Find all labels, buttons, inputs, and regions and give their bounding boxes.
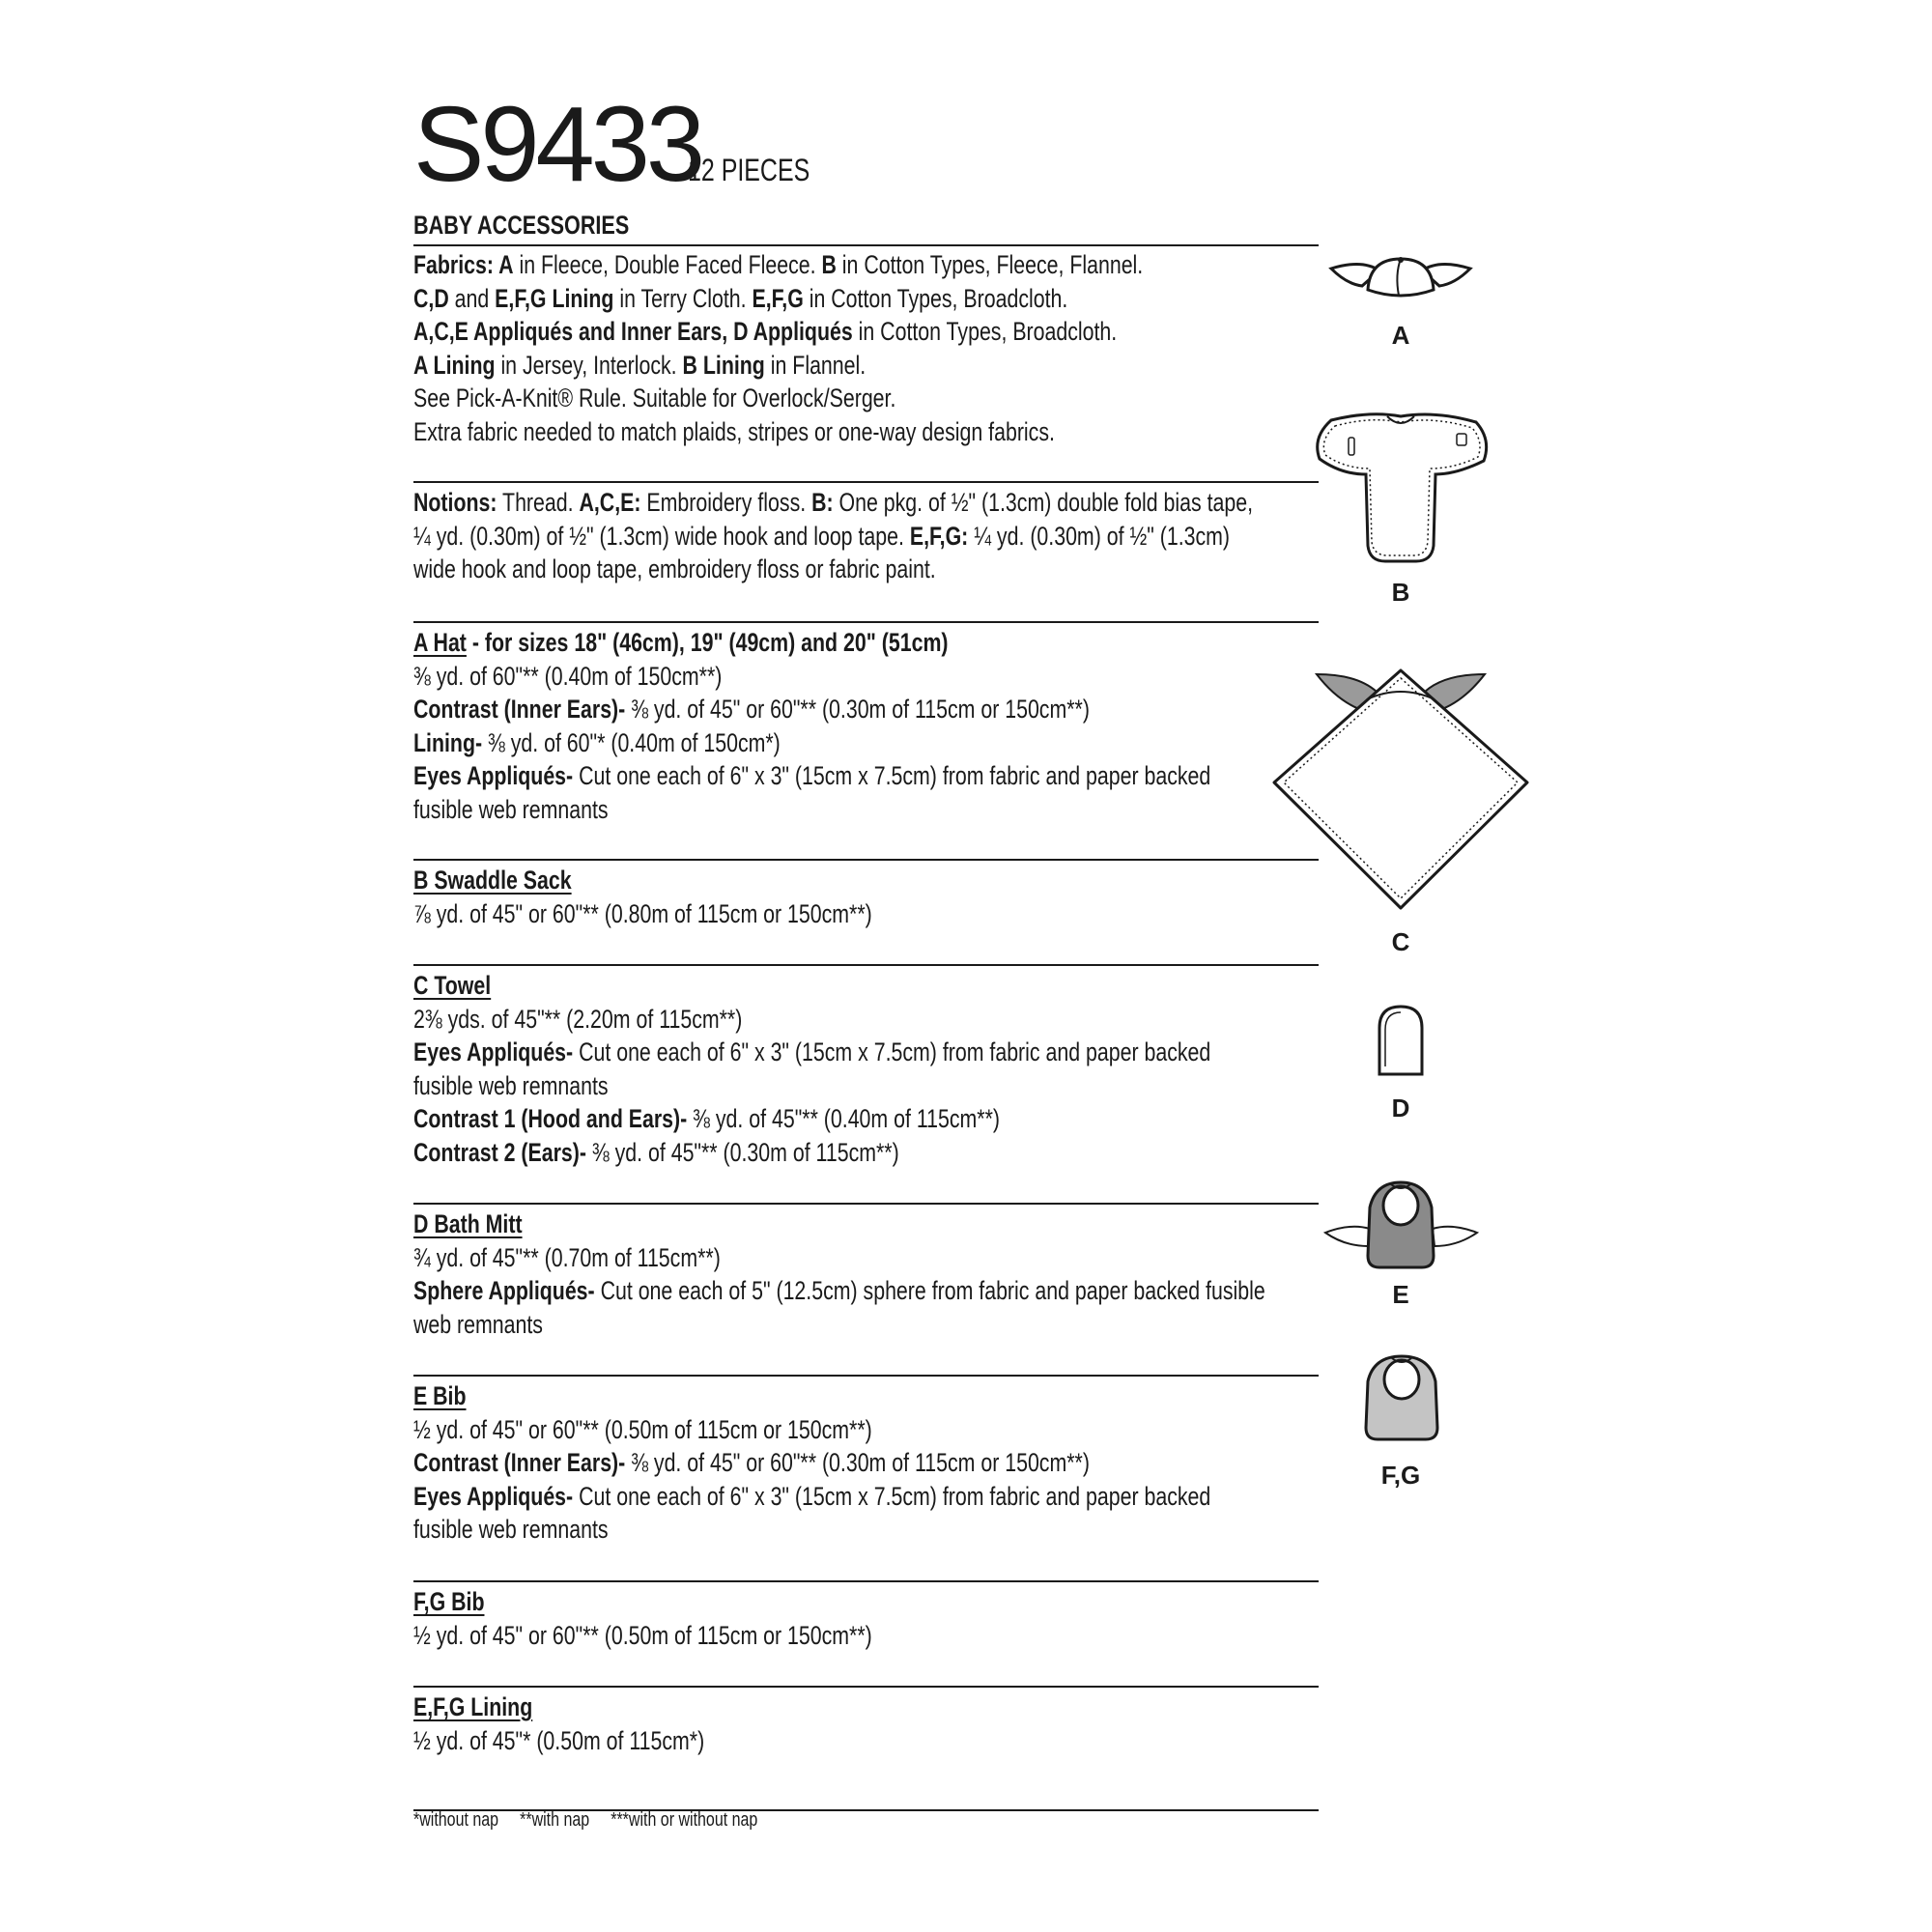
- text-run: ½ yd. of 45"* (0.50m of 115cm*): [413, 1725, 705, 1755]
- section-title: E Bib: [413, 1381, 467, 1410]
- footnote-without-nap: *without nap: [413, 1809, 499, 1831]
- view-label-fg: F,G: [1380, 1461, 1421, 1490]
- text-line: [413, 382, 1284, 415]
- text-run: fusible web remnants: [413, 794, 609, 824]
- section-title: F,G Bib: [413, 1587, 485, 1616]
- text-line: [413, 349, 1284, 383]
- bold-label: E,F,G: [752, 283, 804, 313]
- text-run: ⅜ yd. of 45"** (0.40m of 115cm**): [687, 1104, 1000, 1133]
- footnote-with-or-without-nap: ***with or without nap: [611, 1809, 758, 1831]
- text-run: ½ yd. of 45" or 60"** (0.50m of 115cm or 150cm**): [413, 1620, 872, 1650]
- text-line: [413, 660, 1284, 694]
- text-line: [413, 626, 1284, 660]
- footnote-with-nap: **with nap: [520, 1809, 590, 1831]
- text-run: in Cotton Types, Broadcloth.: [803, 283, 1068, 313]
- view-d-bath-mitt-illustration: [1374, 1003, 1428, 1080]
- text-run: ¼ yd. (0.30m) of ½" (1.3cm) wide hook and loop tape.: [413, 521, 910, 551]
- text-line: [413, 1208, 1284, 1241]
- text-line: [413, 1308, 1284, 1342]
- text-line: [413, 1241, 1284, 1275]
- view-b-swaddle-sack-illustration: [1312, 411, 1491, 565]
- bold-label: Contrast 2 (Ears)-: [413, 1137, 586, 1167]
- text-run: ¾ yd. of 45"** (0.70m of 115cm**): [413, 1242, 721, 1272]
- text-run: Cut one each of 6" x 3" (15cm x 7.5cm) from fabric and paper backed: [573, 1037, 1211, 1066]
- section-rule: [413, 1203, 1319, 1205]
- text-run: Embroidery floss.: [640, 488, 812, 517]
- bold-label: A,C,E:: [579, 488, 641, 517]
- bold-label: B Lining: [682, 350, 765, 380]
- text-run: in Terry Cloth.: [613, 283, 753, 313]
- text-run: ¼ yd. (0.30m) of ½" (1.3cm): [968, 521, 1231, 551]
- text-line: [413, 1619, 1284, 1653]
- view-a-hat-illustration: [1323, 251, 1478, 319]
- bold-label: Fabrics: A: [413, 250, 514, 279]
- view-fg-bib-illustration: [1360, 1352, 1443, 1443]
- text-line: [413, 1379, 1284, 1413]
- text-run: ⅜ yd. of 60"** (0.40m of 150cm**): [413, 661, 723, 691]
- bold-label: E,F,G:: [909, 521, 969, 551]
- view-label-c: C: [1391, 927, 1410, 956]
- text-line: [413, 486, 1284, 520]
- text-run: in Fleece, Double Faced Fleece.: [513, 250, 822, 279]
- text-line: [413, 897, 1284, 931]
- bold-label: E,F,G Lining: [495, 283, 614, 313]
- section-title: D Bath Mitt: [413, 1209, 523, 1238]
- text-line: [413, 793, 1284, 827]
- section-title: E,F,G Lining: [413, 1692, 533, 1721]
- piece-count: 12 PIECES: [688, 153, 810, 187]
- text-run: ⅜ yd. of 60"* (0.40m of 150cm*): [482, 727, 781, 757]
- text-run: ⅞ yd. of 45" or 60"** (0.80m of 115cm or 150cm**): [413, 898, 872, 928]
- text-run: Cut one each of 6" x 3" (15cm x 7.5cm) from fabric and paper backed: [573, 761, 1211, 790]
- bold-label: Contrast (Inner Ears)-: [413, 695, 626, 724]
- section-title: C Towel: [413, 971, 492, 1000]
- pattern-number: S9433: [413, 85, 702, 204]
- section-rule: [413, 481, 1319, 483]
- text-run: ⅜ yd. of 45" or 60"** (0.30m of 115cm or 150cm**): [625, 695, 1090, 724]
- bold-label: Notions:: [413, 488, 497, 517]
- text-line: [413, 726, 1284, 760]
- bold-label: Sphere Appliqués-: [413, 1276, 595, 1305]
- text-run: Cut one each of 6" x 3" (15cm x 7.5cm) from fabric and paper backed: [573, 1481, 1211, 1511]
- text-line: [413, 969, 1284, 1003]
- text-run: ⅜ yd. of 45" or 60"** (0.30m of 115cm or 150cm**): [625, 1448, 1090, 1477]
- text-run: web remnants: [413, 1309, 543, 1339]
- bold-label: Eyes Appliqués-: [413, 1481, 574, 1511]
- text-run: 2⅜ yds. of 45"** (2.20m of 115cm**): [413, 1004, 743, 1034]
- section-title: A Hat: [413, 628, 467, 657]
- section-efg-lining: [413, 1690, 1515, 1757]
- section-rule: [413, 1375, 1319, 1377]
- text-line: [413, 248, 1284, 282]
- text-line: [413, 1274, 1284, 1308]
- text-line: [413, 315, 1284, 349]
- section-fg-bib: [413, 1585, 1515, 1652]
- text-run: ⅜ yd. of 45"** (0.30m of 115cm**): [585, 1137, 899, 1167]
- section-e-bib: [413, 1379, 1515, 1547]
- section-rule: [413, 621, 1319, 623]
- view-label-e: E: [1392, 1280, 1409, 1309]
- section-rule: [413, 859, 1319, 861]
- section-rule: [413, 1580, 1319, 1582]
- section-rule: [413, 964, 1319, 966]
- text-line: [413, 1724, 1284, 1758]
- text-line: [413, 1413, 1284, 1447]
- bold-label: A,C,E Appliqués and Inner Ears, D Appliqués: [413, 317, 853, 346]
- bold-label: Contrast (Inner Ears)-: [413, 1448, 626, 1477]
- view-label-b: B: [1391, 578, 1410, 607]
- text-run: Extra fabric needed to match plaids, stripes or one-way design fabrics.: [413, 416, 1055, 446]
- bold-label: Contrast 1 (Hood and Ears)-: [413, 1104, 688, 1133]
- bold-label: Eyes Appliqués-: [413, 761, 574, 790]
- text-run: in Jersey, Interlock.: [495, 350, 683, 380]
- text-line: [413, 1102, 1284, 1136]
- text-line: [413, 415, 1284, 449]
- text-run: See Pick-A-Knit® Rule. Suitable for Overlock/Serger.: [413, 384, 896, 412]
- text-run: in Flannel.: [764, 350, 867, 380]
- text-run: One pkg. of ½" (1.3cm) double fold bias tape,: [833, 488, 1254, 517]
- bold-label: B: [821, 250, 837, 279]
- view-label-a: A: [1391, 321, 1410, 350]
- text-run: and: [448, 283, 496, 313]
- text-run: ½ yd. of 45" or 60"** (0.50m of 115cm or 150cm**): [413, 1414, 872, 1444]
- text-run: in Cotton Types, Fleece, Flannel.: [836, 250, 1144, 279]
- text-run: wide hook and loop tape, embroidery floss or fabric paint.: [413, 554, 936, 583]
- text-line: [413, 1690, 1284, 1724]
- text-line: [413, 1036, 1284, 1069]
- text-line: [413, 1446, 1284, 1480]
- footnotes: [413, 1809, 775, 1832]
- text-line: [413, 693, 1284, 726]
- bold-label: A Lining: [413, 350, 496, 380]
- text-run: in Cotton Types, Broadcloth.: [852, 317, 1118, 346]
- text-line: [413, 1480, 1284, 1514]
- text-run: Thread.: [497, 488, 580, 517]
- text-line: [413, 1585, 1284, 1619]
- text-line: [413, 1069, 1284, 1103]
- section-title: B Swaddle Sack: [413, 866, 572, 895]
- bold-label: C,D: [413, 283, 449, 313]
- text-line: [413, 1513, 1284, 1547]
- text-line: [413, 864, 1284, 897]
- view-c-towel-illustration: [1270, 667, 1531, 918]
- bold-label: Eyes Appliqués-: [413, 1037, 574, 1066]
- text-run: Cut one each of 5" (12.5cm) sphere from fabric and paper backed fusible: [594, 1276, 1265, 1305]
- section-c-towel: [413, 969, 1515, 1169]
- view-e-bib-illustration: [1321, 1179, 1481, 1275]
- view-label-d: D: [1391, 1094, 1410, 1122]
- text-line: [413, 1003, 1284, 1037]
- bold-label: - for sizes 18" (46cm), 19" (49cm) and 20" (51cm): [466, 628, 949, 657]
- section-rule: [413, 244, 1319, 246]
- text-run: fusible web remnants: [413, 1070, 609, 1100]
- pattern-category: BABY ACCESSORIES: [413, 211, 630, 240]
- bold-label: B:: [811, 488, 834, 517]
- bold-label: Lining-: [413, 727, 483, 757]
- text-line: [413, 1136, 1284, 1170]
- text-run: fusible web remnants: [413, 1515, 609, 1544]
- text-line: [413, 282, 1284, 316]
- text-line: [413, 520, 1284, 554]
- text-line: [413, 759, 1284, 793]
- text-line: [413, 553, 1284, 586]
- section-rule: [413, 1686, 1319, 1688]
